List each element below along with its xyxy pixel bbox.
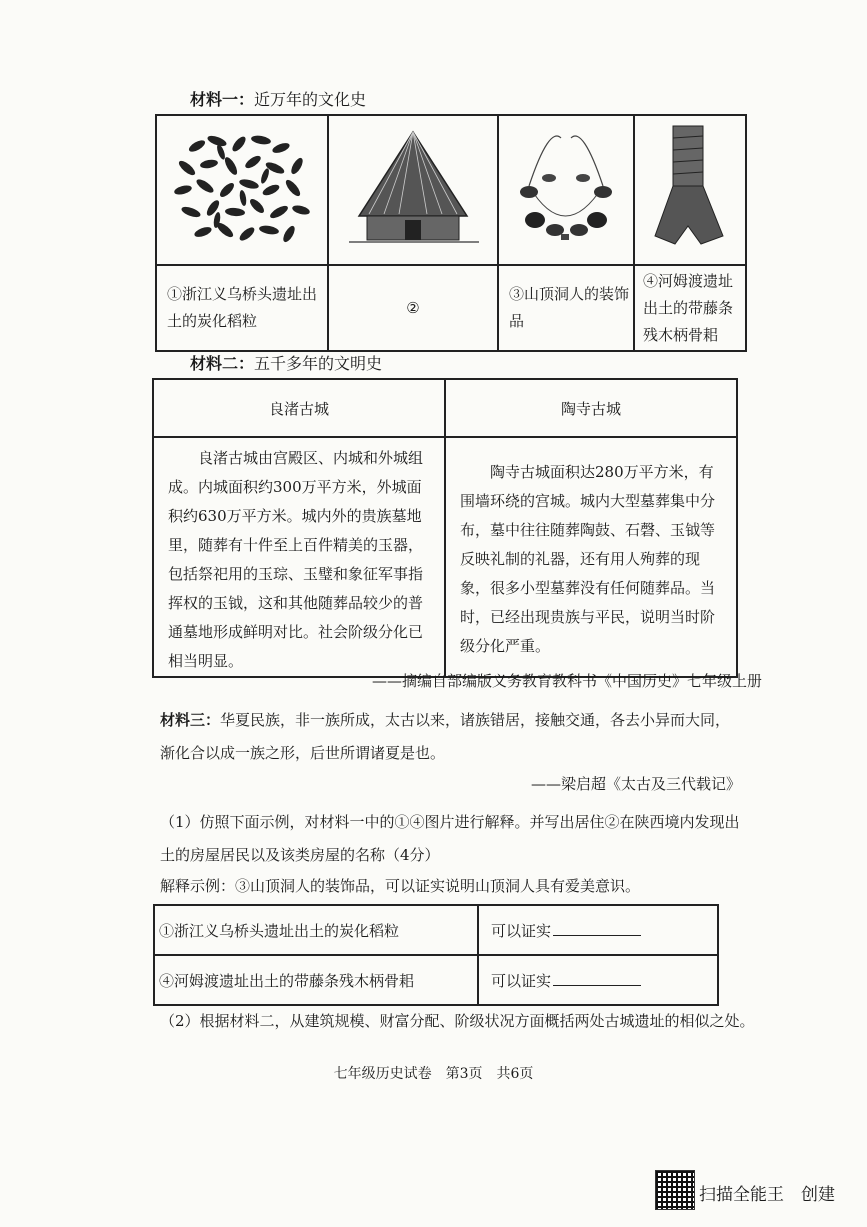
- material1-heading: [190, 87, 366, 110]
- caption-hut: ②: [328, 265, 498, 351]
- material3-block: [160, 704, 742, 770]
- row-1-item: ①浙江义乌桥头遗址出土的炭化稻粒: [154, 905, 478, 955]
- material2-heading: [190, 351, 382, 374]
- table-row: [154, 905, 718, 955]
- taosi-header: 陶寺古城: [445, 379, 737, 437]
- table-row: [154, 955, 718, 1005]
- row-1-answer-label: 可以证实: [491, 921, 552, 940]
- page-footer: 七年级历史试卷 第3页 共6页: [333, 1066, 534, 1082]
- row-2-item: ④河姆渡遗址出土的带藤条残木柄骨耜: [154, 955, 478, 1005]
- material2-table: [152, 378, 738, 678]
- taosi-text: 陶寺古城面积达280万平方米，有围墙环绕的宫城。城内大型墓葬集中分布，墓中往往随葬陶鼓、石磬、玉钺等反映礼制的礼器，还有用人殉葬的现象，很多小型墓葬没有任何随葬品。当时，已经出现贵族与平民，说明当时阶级分化严重。: [445, 437, 737, 677]
- material3-text: 华夏民族，非一族所成，太古以来，诸族错居，接触交通，各去小异而大同，渐化合以成一族之形，后世所谓诸夏是也。: [160, 711, 731, 762]
- answer-blank-2[interactable]: [553, 971, 641, 986]
- row-1-answer[interactable]: [478, 905, 718, 955]
- answer-blank-1[interactable]: [553, 921, 641, 936]
- liangzhu-text: 良渚古城由宫殿区、内城和外城组成。内城面积约300万平方米，外城面积约630万平方米。城内外的贵族墓地里，随葬有十件至上百件精美的玉器，包括祭祀用的玉琮、玉璧和象征军事指挥权的玉钺，这和其他随葬品较少的普通墓地形成鲜明对比。社会阶级分化已相当明显。: [153, 437, 445, 677]
- question-2-prompt: （2）根据材料二，从建筑规模、财富分配、阶级状况方面概括两处古城遗址的相似之处。: [160, 1012, 755, 1030]
- material3-source: ——梁启超《太古及三代载记》: [530, 775, 741, 793]
- scanner-watermark: 扫描全能王 创建: [699, 1185, 835, 1205]
- material1-table: [155, 114, 747, 352]
- question-1-table: [153, 904, 719, 1006]
- qr-code-icon: [655, 1170, 695, 1210]
- rice-grains-image: [156, 115, 328, 265]
- caption-ornament: ③山顶洞人的装饰品: [498, 265, 634, 351]
- material1-label: 材料一：: [190, 90, 255, 109]
- material2-label: 材料二：: [190, 354, 255, 373]
- material2-source: ——摘编自部编版义务教育教科书《中国历史》七年级上册: [371, 672, 762, 690]
- material1-title: 近万年的文化史: [254, 90, 367, 109]
- row-2-answer-label: 可以证实: [491, 971, 552, 990]
- ornament-necklace-image: [498, 115, 634, 265]
- material2-title: 五千多年的文明史: [254, 354, 383, 373]
- hut-image: [328, 115, 498, 265]
- question-1-prompt: （1）仿照下面示例，对材料一中的①④图片进行解释。并写出居住②在陕西境内发现出土的房屋居民以及该类房屋的名称（4分）: [160, 813, 740, 864]
- bone-spade-image: [634, 115, 746, 265]
- caption-rice-grains: ①浙江义乌桥头遗址出土的炭化稻粒: [156, 265, 328, 351]
- row-2-answer[interactable]: [478, 955, 718, 1005]
- material3-label: 材料三：: [160, 711, 221, 729]
- question-1-example: 解释示例：③山顶洞人的装饰品，可以证实说明山顶洞人具有爱美意识。: [160, 877, 641, 895]
- liangzhu-header: 良渚古城: [153, 379, 445, 437]
- caption-bone-spade: ④河姆渡遗址出土的带藤条残木柄骨耜: [634, 265, 746, 351]
